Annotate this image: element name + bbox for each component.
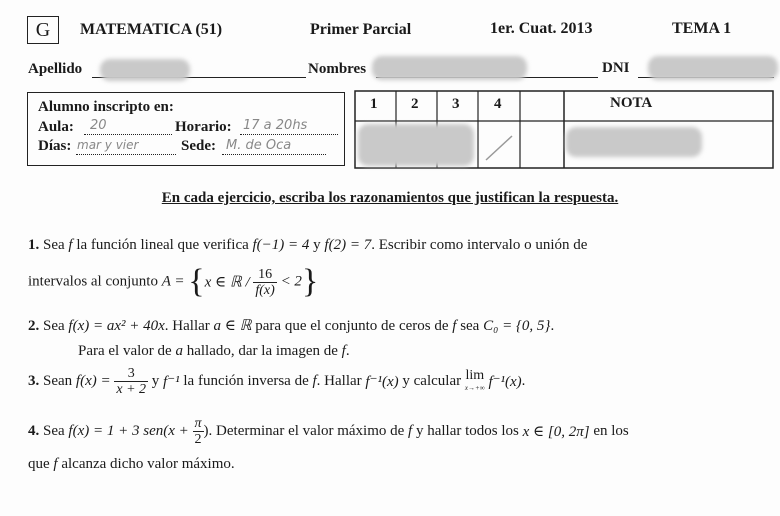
- problem-4-line-2: que f alcanza dicho valor máximo.: [28, 456, 235, 472]
- exam-name: Primer Parcial: [310, 21, 412, 38]
- exam-term: 1er. Cuat. 2013: [490, 20, 593, 37]
- dni-redacted: [648, 56, 778, 80]
- grade-col-2: 2: [411, 96, 419, 112]
- grade-col-1: 1: [370, 96, 378, 112]
- dias-line: [76, 154, 176, 155]
- horario-value: 17 a 20hs: [243, 118, 308, 133]
- nota-redacted: [566, 127, 702, 157]
- problem-1-line-2: intervalos al conjunto A = {x ∈ ℝ / $\frac{16}{f(x)}$ < 2}: [28, 263, 319, 300]
- enrollment-title: Alumno inscripto en:: [38, 99, 174, 115]
- aula-line: [84, 134, 172, 135]
- problem-4-fraction: $\frac{\pi}{2}$: [194, 416, 202, 447]
- tema-label: TEMA 1: [672, 20, 732, 37]
- problem-3-fraction: $\frac{3}{x + 2}$: [116, 366, 147, 397]
- dni-label: DNI: [602, 60, 630, 76]
- grades-redacted: [358, 124, 474, 166]
- problem-1-fraction: $\frac{16}{f(x)}$: [255, 266, 275, 298]
- horario-line: [240, 134, 338, 135]
- sede-value: M. de Oca: [226, 138, 292, 153]
- subject-title: MATEMATICA (51): [80, 21, 223, 38]
- problem-4-number: 4.: [28, 423, 40, 439]
- aula-value: 20: [90, 118, 107, 133]
- version-letter: G: [35, 19, 51, 41]
- problem-2-line-2: Para el valor de a hallado, dar la imagen de f.: [78, 343, 350, 359]
- nombres-redacted: [372, 56, 527, 80]
- nota-label: NOTA: [610, 95, 653, 111]
- sede-line: [222, 154, 326, 155]
- problem-1-number: 1.: [28, 237, 40, 253]
- dias-value: mar y vier: [77, 138, 139, 152]
- problem-3-line: 3. Sean f(x) = $\frac{3}{x + 2}$ y f⁻¹ la función inversa de f. Hallar f⁻¹(x) y calcular lim x→+∞ f⁻¹(x).: [28, 366, 526, 397]
- problem-2-number: 2.: [28, 318, 40, 334]
- problem-3-number: 3.: [28, 373, 40, 389]
- sede-label: Sede:: [181, 138, 216, 154]
- instruction-text: En cada ejercicio, escriba los razonamientos que justifican la respuesta.: [161, 190, 619, 206]
- dias-label: Días:: [38, 138, 72, 154]
- problem-1-line-1: 1. Sea f la función lineal que verifica f(−1) = 4 y f(2) = 7. Escribir como intervalo o unión de: [28, 237, 588, 253]
- grade-col-3: 3: [452, 96, 460, 112]
- problem-2-line-1: 2. Sea f(x) = ax² + 40x. Hallar a ∈ ℝ para que el conjunto de ceros de f sea C₀ = {0, 5}.: [28, 318, 555, 334]
- nombres-label: Nombres: [308, 61, 367, 77]
- apellido-redacted: [100, 59, 190, 81]
- horario-label: Horario:: [175, 119, 232, 135]
- version-letter-box: [27, 16, 59, 44]
- pencil-slash-mark: [486, 136, 512, 160]
- limit-expression: lim x→+∞: [464, 367, 485, 392]
- aula-label: Aula:: [38, 119, 74, 135]
- problem-4-line-1: 4. Sea f(x) = 1 + 3 sen(x + $\frac{\pi}{2}$ ). Determinar el valor máximo de f y hallar todos los x ∈ [0, 2π] en los: [28, 416, 629, 447]
- apellido-label: Apellido: [28, 61, 83, 77]
- grade-col-4: 4: [494, 96, 502, 112]
